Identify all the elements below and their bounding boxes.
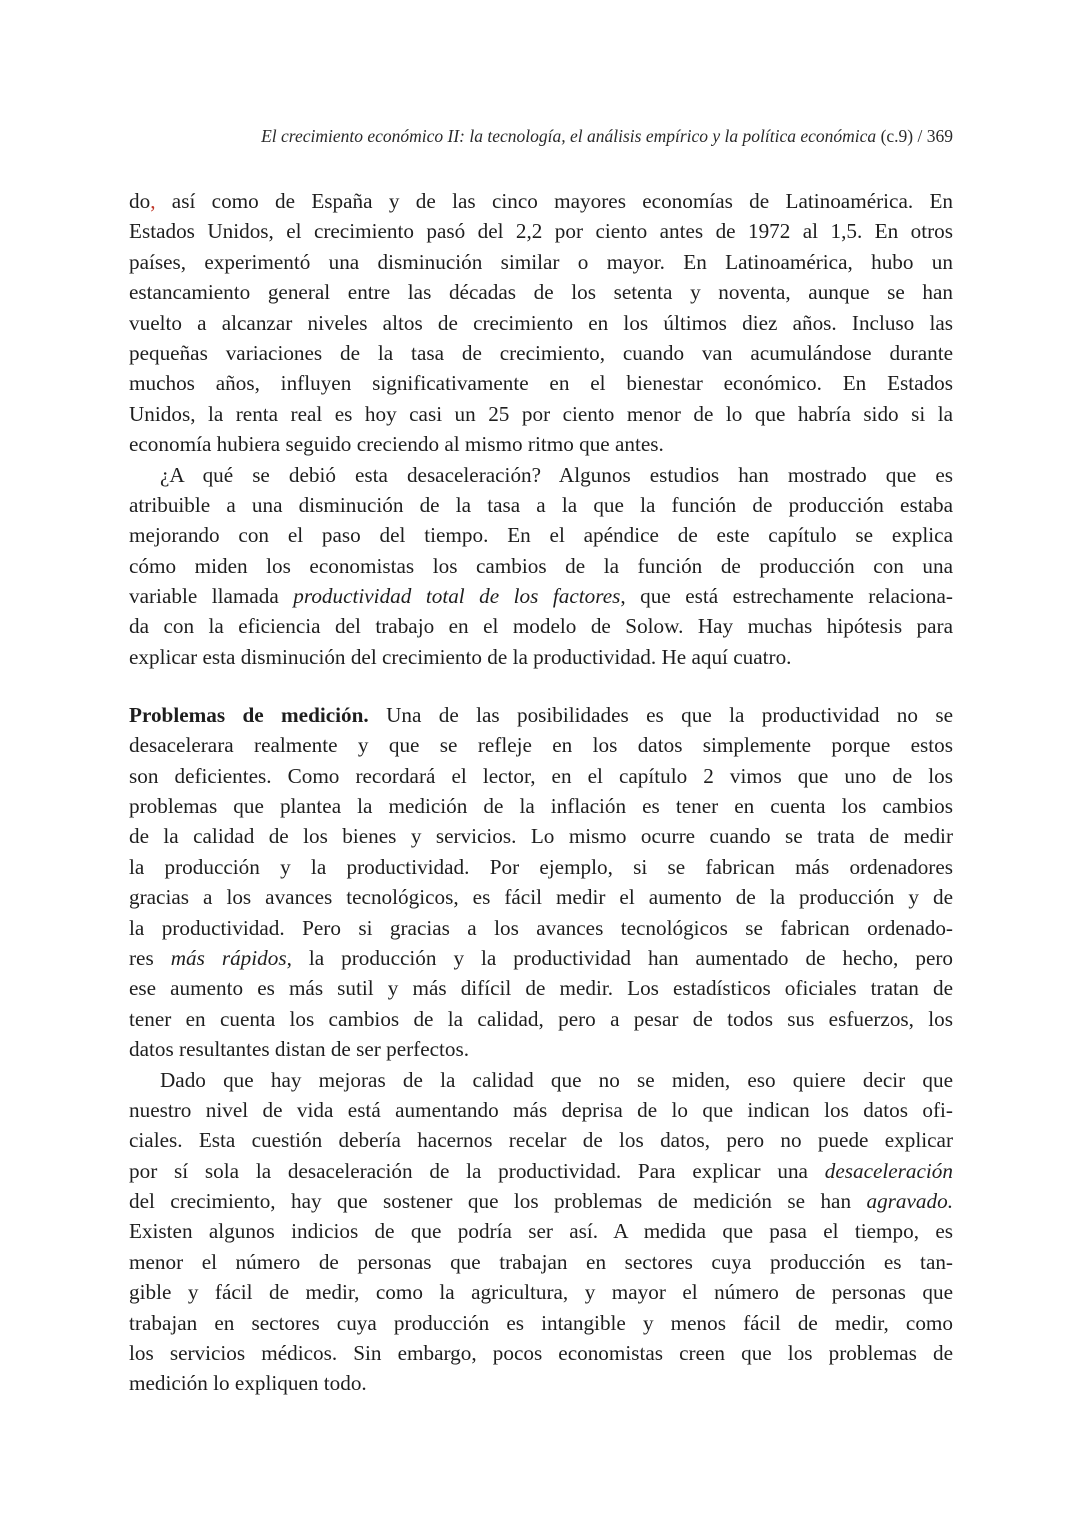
text-segment: Unidos, la renta real es hoy casi un 25 por ciento menor de lo que habría sido si la — [129, 401, 953, 426]
text-line — [129, 1034, 953, 1064]
text-line — [129, 490, 953, 520]
text-segment: la productividad. Pero si gracias a los avances tecnológicos se fabrican ordenado- — [129, 915, 953, 940]
text-segment: economía hubiera seguido creciendo al mismo ritmo que antes. — [129, 432, 664, 457]
text-segment: cómo miden los economistas los cambios de la función de producción con una — [129, 553, 953, 578]
text-segment: Estados Unidos, el crecimiento pasó del 2,2 por ciento antes de 1972 al 1,5. En otros — [129, 219, 953, 244]
text-segment: variable llamada — [129, 584, 294, 609]
emphasis-text: productividad total de los factores — [293, 584, 621, 609]
text-line — [129, 1095, 953, 1125]
text-line — [129, 852, 953, 882]
text-segment: países, experimentó una disminución similar o mayor. En Latinoamérica, hubo un — [129, 249, 953, 274]
text-segment: del crecimiento, hay que sostener que los problemas de medición se han — [129, 1189, 867, 1214]
text-line — [129, 429, 953, 459]
text-segment: Existen algunos indicios de que podría ser así. A medida que pasa el tiempo, es — [129, 1219, 953, 1244]
paragraph — [129, 460, 953, 673]
text-segment: ciales. Esta cuestión debería hacernos recelar de los datos, pero no puede explicar — [129, 1128, 953, 1153]
text-segment: menor el número de personas que trabajan en sectores cuya producción es tan- — [129, 1249, 953, 1274]
text-line — [129, 399, 953, 429]
text-line — [129, 1216, 953, 1246]
paragraph — [129, 1065, 953, 1399]
text-line — [129, 216, 953, 246]
header-separator: / — [917, 126, 923, 146]
chapter-label: (c.9) — [880, 126, 914, 146]
text-segment: tener en cuenta los cambios de la calidad, pero a pesar de todos sus esfuerzos, los — [129, 1006, 953, 1031]
text-segment: trabajan en sectores cuya producción es intangible y menos fácil de medir, como — [129, 1310, 953, 1335]
text-line — [129, 368, 953, 398]
text-segment: los servicios médicos. Sin embargo, pocos economistas creen que los problemas de — [129, 1341, 953, 1366]
text-segment: de la calidad de los bienes y servicios. Lo mismo ocurre cuando se trata de medir — [129, 824, 953, 849]
text-segment: da con la eficiencia del trabajo en el modelo de Solow. Hay muchas hipótesis para — [129, 614, 953, 639]
text-line — [129, 1004, 953, 1034]
paragraph — [129, 700, 953, 1065]
text-line — [129, 551, 953, 581]
text-segment: ¿A qué se debió esta desaceleración? Algunos estudios han mostrado que es — [160, 462, 953, 487]
text-segment: Una de las posibilidades es que la productividad no se — [368, 702, 953, 727]
text-segment: la producción y la productividad. Por ejemplo, si se fabrican más ordenadores — [129, 854, 953, 879]
text-line — [129, 913, 953, 943]
text-segment: así como de España y de las cinco mayores economías de Latinoamérica. En — [155, 189, 953, 213]
text-segment: son deficientes. Como recordará el lector, en el capítulo 2 vimos que uno de los — [129, 763, 953, 788]
text-line — [129, 1247, 953, 1277]
emphasis-text: más rápidos — [170, 945, 287, 970]
text-segment: mejorando con el paso del tiempo. En el apéndice de este capítulo se explica — [129, 523, 953, 548]
text-line — [129, 1338, 953, 1368]
text-segment: res — [129, 945, 171, 970]
text-segment: datos resultantes distan de ser perfectos. — [129, 1037, 470, 1062]
paragraph — [129, 186, 953, 460]
text-line — [129, 1308, 953, 1338]
section-heading: Problemas de medición. — [129, 702, 369, 727]
text-line — [129, 761, 953, 791]
emphasis-text: agravado. — [866, 1189, 953, 1214]
text-line — [129, 460, 953, 490]
text-line — [129, 882, 953, 912]
text-segment: muchos años, influyen significativamente en el bienestar económico. En Estados — [129, 371, 953, 396]
text-segment: desacelerara realmente y que se refleje en los datos simplemente porque estos — [129, 733, 953, 758]
text-line — [129, 1277, 953, 1307]
text-line — [129, 186, 953, 216]
text-line — [129, 277, 953, 307]
text-segment: ese aumento es más sutil y más difícil de medir. Los estadísticos oficiales tratan de — [129, 976, 953, 1001]
text-segment: por sí sola la desaceleración de la productividad. Para explicar una — [129, 1158, 825, 1183]
text-segment: , que está estrechamente relaciona- — [620, 584, 953, 609]
text-segment: pequeñas variaciones de la tasa de crecimiento, cuando van acumulándose durante — [129, 340, 953, 365]
text-line — [129, 338, 953, 368]
text-segment: vuelto a alcanzar niveles altos de crecimiento en los últimos diez años. Incluso las — [129, 310, 953, 335]
text-segment: gible y fácil de medir, como la agricultura, y mayor el número de personas que — [129, 1280, 953, 1305]
text-line — [129, 973, 953, 1003]
text-line — [129, 730, 953, 760]
text-segment: , la producción y la productividad han aumentado de hecho, pero — [286, 945, 953, 970]
text-line — [129, 520, 953, 550]
text-segment: explicar esta disminución del crecimiento de la productividad. He aquí cuatro. — [129, 644, 792, 669]
text-line — [129, 1125, 953, 1155]
text-line — [129, 611, 953, 641]
text-line — [129, 1065, 953, 1095]
text-segment: Dado que hay mejoras de la calidad que no se miden, eso quiere decir que — [160, 1067, 953, 1092]
text-segment: atribuible a una disminución de la tasa a la que la función de producción estaba — [129, 492, 953, 517]
text-segment: problemas que plantea la medición de la inflación es tener en cuenta los cambios — [129, 794, 953, 819]
emphasis-text: desaceleración — [824, 1158, 953, 1183]
page-body — [129, 186, 953, 1399]
text-line — [129, 642, 953, 672]
text-line — [129, 581, 953, 611]
text-line — [129, 943, 953, 973]
running-header — [261, 126, 953, 147]
text-segment: estancamiento general entre las décadas de los setenta y noventa, aunque se han — [129, 280, 953, 305]
text-line — [129, 700, 953, 730]
text-line — [129, 821, 953, 851]
text-segment: , — [150, 189, 156, 213]
text-line — [129, 308, 953, 338]
text-line — [129, 247, 953, 277]
text-segment: medición lo expliquen todo. — [129, 1371, 367, 1396]
text-line — [129, 1186, 953, 1216]
text-line — [129, 1368, 953, 1398]
text-segment: nuestro nivel de vida está aumentando más deprisa de lo que indican los datos ofi- — [129, 1097, 953, 1122]
text-line — [129, 1156, 953, 1186]
text-segment: do — [129, 189, 151, 213]
text-segment: gracias a los avances tecnológicos, es fácil medir el aumento de la producción y de — [129, 885, 953, 910]
running-title: El crecimiento económico II: la tecnología, el análisis empírico y la política económica — [261, 126, 877, 146]
page-number: 369 — [926, 126, 953, 146]
text-line — [129, 791, 953, 821]
